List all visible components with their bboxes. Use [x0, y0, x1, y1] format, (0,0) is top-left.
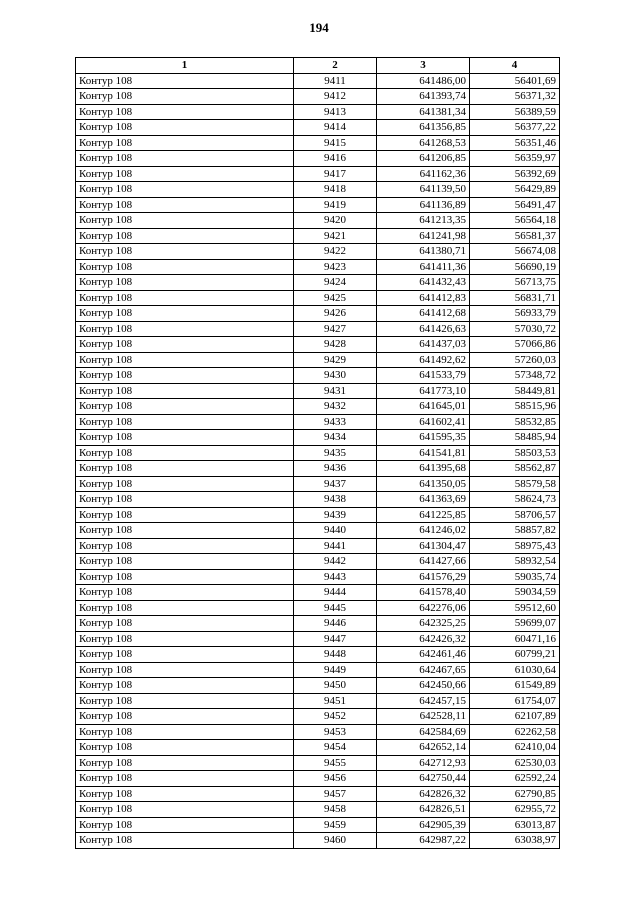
contour-name-cell: Контур 108	[76, 616, 294, 632]
x-coordinate-cell: 641350,05	[377, 476, 470, 492]
y-coordinate-cell: 57030,72	[470, 321, 560, 337]
point-number-cell: 9428	[294, 337, 377, 353]
y-coordinate-cell: 62790,85	[470, 786, 560, 802]
x-coordinate-cell: 642457,15	[377, 693, 470, 709]
table-row	[76, 414, 560, 430]
point-number-cell: 9419	[294, 197, 377, 213]
table-row	[76, 740, 560, 756]
table-row	[76, 244, 560, 260]
table-row	[76, 616, 560, 632]
contour-name-cell: Контур 108	[76, 724, 294, 740]
x-coordinate-cell: 641432,43	[377, 275, 470, 291]
y-coordinate-cell: 57260,03	[470, 352, 560, 368]
x-coordinate-cell: 641411,36	[377, 259, 470, 275]
table-row	[76, 213, 560, 229]
point-number-cell: 9418	[294, 182, 377, 198]
x-coordinate-cell: 642987,22	[377, 833, 470, 849]
table-row	[76, 120, 560, 136]
x-coordinate-cell: 641225,85	[377, 507, 470, 523]
table-row	[76, 89, 560, 105]
y-coordinate-cell: 59699,07	[470, 616, 560, 632]
table-row	[76, 430, 560, 446]
table-body	[76, 73, 560, 848]
point-number-cell: 9435	[294, 445, 377, 461]
y-coordinate-cell: 58532,85	[470, 414, 560, 430]
contour-name-cell: Контур 108	[76, 368, 294, 384]
y-coordinate-cell: 59512,60	[470, 600, 560, 616]
table-row	[76, 228, 560, 244]
point-number-cell: 9413	[294, 104, 377, 120]
x-coordinate-cell: 641645,01	[377, 399, 470, 415]
table-header-row	[76, 58, 560, 74]
point-number-cell: 9452	[294, 709, 377, 725]
table-row	[76, 724, 560, 740]
contour-name-cell: Контур 108	[76, 104, 294, 120]
point-number-cell: 9450	[294, 678, 377, 694]
point-number-cell: 9447	[294, 631, 377, 647]
contour-name-cell: Контур 108	[76, 337, 294, 353]
y-coordinate-cell: 61030,64	[470, 662, 560, 678]
contour-name-cell: Контур 108	[76, 771, 294, 787]
y-coordinate-cell: 56581,37	[470, 228, 560, 244]
point-number-cell: 9415	[294, 135, 377, 151]
y-coordinate-cell: 60799,21	[470, 647, 560, 663]
y-coordinate-cell: 57066,86	[470, 337, 560, 353]
point-number-cell: 9451	[294, 693, 377, 709]
contour-name-cell: Контур 108	[76, 414, 294, 430]
contour-name-cell: Контур 108	[76, 151, 294, 167]
column-header-2: 2	[294, 58, 377, 74]
table-row	[76, 802, 560, 818]
column-header-4: 4	[470, 58, 560, 74]
y-coordinate-cell: 63038,97	[470, 833, 560, 849]
contour-name-cell: Контур 108	[76, 321, 294, 337]
table-row	[76, 569, 560, 585]
table-row	[76, 275, 560, 291]
x-coordinate-cell: 641595,35	[377, 430, 470, 446]
x-coordinate-cell: 642652,14	[377, 740, 470, 756]
y-coordinate-cell: 59034,59	[470, 585, 560, 601]
point-number-cell: 9460	[294, 833, 377, 849]
table-row	[76, 709, 560, 725]
y-coordinate-cell: 58579,58	[470, 476, 560, 492]
point-number-cell: 9438	[294, 492, 377, 508]
x-coordinate-cell: 641356,85	[377, 120, 470, 136]
point-number-cell: 9443	[294, 569, 377, 585]
point-number-cell: 9454	[294, 740, 377, 756]
contour-name-cell: Контур 108	[76, 89, 294, 105]
point-number-cell: 9441	[294, 538, 377, 554]
page-number: 194	[309, 20, 329, 35]
x-coordinate-cell: 642905,39	[377, 817, 470, 833]
point-number-cell: 9412	[294, 89, 377, 105]
y-coordinate-cell: 62592,24	[470, 771, 560, 787]
point-number-cell: 9430	[294, 368, 377, 384]
table-row	[76, 445, 560, 461]
x-coordinate-cell: 641773,10	[377, 383, 470, 399]
point-number-cell: 9445	[294, 600, 377, 616]
contour-name-cell: Контур 108	[76, 786, 294, 802]
table-row	[76, 786, 560, 802]
table-row	[76, 554, 560, 570]
coordinates-table	[75, 57, 560, 849]
table-row	[76, 73, 560, 89]
table-row	[76, 693, 560, 709]
table-row	[76, 197, 560, 213]
x-coordinate-cell: 642826,32	[377, 786, 470, 802]
y-coordinate-cell: 58485,94	[470, 430, 560, 446]
x-coordinate-cell: 642584,69	[377, 724, 470, 740]
contour-name-cell: Контур 108	[76, 678, 294, 694]
contour-name-cell: Контур 108	[76, 461, 294, 477]
contour-name-cell: Контур 108	[76, 802, 294, 818]
contour-name-cell: Контур 108	[76, 383, 294, 399]
y-coordinate-cell: 62955,72	[470, 802, 560, 818]
x-coordinate-cell: 642712,93	[377, 755, 470, 771]
contour-name-cell: Контур 108	[76, 275, 294, 291]
contour-name-cell: Контур 108	[76, 554, 294, 570]
contour-name-cell: Контур 108	[76, 166, 294, 182]
y-coordinate-cell: 56713,75	[470, 275, 560, 291]
x-coordinate-cell: 641381,34	[377, 104, 470, 120]
y-coordinate-cell: 56371,32	[470, 89, 560, 105]
y-coordinate-cell: 56359,97	[470, 151, 560, 167]
x-coordinate-cell: 642276,06	[377, 600, 470, 616]
point-number-cell: 9416	[294, 151, 377, 167]
contour-name-cell: Контур 108	[76, 259, 294, 275]
y-coordinate-cell: 59035,74	[470, 569, 560, 585]
table-row	[76, 647, 560, 663]
x-coordinate-cell: 641602,41	[377, 414, 470, 430]
y-coordinate-cell: 62530,03	[470, 755, 560, 771]
x-coordinate-cell: 641380,71	[377, 244, 470, 260]
y-coordinate-cell: 58515,96	[470, 399, 560, 415]
y-coordinate-cell: 56392,69	[470, 166, 560, 182]
table-row	[76, 817, 560, 833]
table-row	[76, 259, 560, 275]
contour-name-cell: Контур 108	[76, 430, 294, 446]
point-number-cell: 9444	[294, 585, 377, 601]
contour-name-cell: Контур 108	[76, 569, 294, 585]
contour-name-cell: Контур 108	[76, 585, 294, 601]
point-number-cell: 9437	[294, 476, 377, 492]
point-number-cell: 9457	[294, 786, 377, 802]
x-coordinate-cell: 641486,00	[377, 73, 470, 89]
x-coordinate-cell: 641541,81	[377, 445, 470, 461]
contour-name-cell: Контур 108	[76, 213, 294, 229]
y-coordinate-cell: 56933,79	[470, 306, 560, 322]
contour-name-cell: Контур 108	[76, 507, 294, 523]
x-coordinate-cell: 641426,63	[377, 321, 470, 337]
contour-name-cell: Контур 108	[76, 73, 294, 89]
y-coordinate-cell: 58975,43	[470, 538, 560, 554]
y-coordinate-cell: 62262,58	[470, 724, 560, 740]
table-row	[76, 306, 560, 322]
y-coordinate-cell: 56389,59	[470, 104, 560, 120]
point-number-cell: 9449	[294, 662, 377, 678]
contour-name-cell: Контур 108	[76, 523, 294, 539]
contour-name-cell: Контур 108	[76, 600, 294, 616]
table-row	[76, 833, 560, 849]
table-row	[76, 135, 560, 151]
y-coordinate-cell: 58857,82	[470, 523, 560, 539]
contour-name-cell: Контур 108	[76, 197, 294, 213]
point-number-cell: 9427	[294, 321, 377, 337]
x-coordinate-cell: 641578,40	[377, 585, 470, 601]
y-coordinate-cell: 56690,19	[470, 259, 560, 275]
point-number-cell: 9456	[294, 771, 377, 787]
x-coordinate-cell: 641363,69	[377, 492, 470, 508]
table-row	[76, 538, 560, 554]
y-coordinate-cell: 56351,46	[470, 135, 560, 151]
x-coordinate-cell: 642450,66	[377, 678, 470, 694]
table-row	[76, 383, 560, 399]
point-number-cell: 9425	[294, 290, 377, 306]
y-coordinate-cell: 61549,89	[470, 678, 560, 694]
point-number-cell: 9440	[294, 523, 377, 539]
table-row	[76, 104, 560, 120]
contour-name-cell: Контур 108	[76, 135, 294, 151]
contour-name-cell: Контур 108	[76, 244, 294, 260]
table-row	[76, 678, 560, 694]
contour-name-cell: Контур 108	[76, 740, 294, 756]
table-row	[76, 368, 560, 384]
x-coordinate-cell: 641246,02	[377, 523, 470, 539]
point-number-cell: 9459	[294, 817, 377, 833]
point-number-cell: 9426	[294, 306, 377, 322]
x-coordinate-cell: 641393,74	[377, 89, 470, 105]
point-number-cell: 9448	[294, 647, 377, 663]
point-number-cell: 9455	[294, 755, 377, 771]
contour-name-cell: Контур 108	[76, 120, 294, 136]
y-coordinate-cell: 58932,54	[470, 554, 560, 570]
point-number-cell: 9414	[294, 120, 377, 136]
table-row	[76, 476, 560, 492]
point-number-cell: 9439	[294, 507, 377, 523]
contour-name-cell: Контур 108	[76, 538, 294, 554]
y-coordinate-cell: 61754,07	[470, 693, 560, 709]
x-coordinate-cell: 641427,66	[377, 554, 470, 570]
x-coordinate-cell: 641395,68	[377, 461, 470, 477]
x-coordinate-cell: 641268,53	[377, 135, 470, 151]
table-row	[76, 600, 560, 616]
contour-name-cell: Контур 108	[76, 445, 294, 461]
x-coordinate-cell: 641437,03	[377, 337, 470, 353]
contour-name-cell: Контур 108	[76, 290, 294, 306]
x-coordinate-cell: 642528,11	[377, 709, 470, 725]
x-coordinate-cell: 641162,36	[377, 166, 470, 182]
point-number-cell: 9436	[294, 461, 377, 477]
y-coordinate-cell: 56491,47	[470, 197, 560, 213]
table-row	[76, 337, 560, 353]
x-coordinate-cell: 641139,50	[377, 182, 470, 198]
y-coordinate-cell: 58503,53	[470, 445, 560, 461]
y-coordinate-cell: 62107,89	[470, 709, 560, 725]
table-row	[76, 182, 560, 198]
table-row	[76, 461, 560, 477]
table-row	[76, 585, 560, 601]
x-coordinate-cell: 641213,35	[377, 213, 470, 229]
table-row	[76, 507, 560, 523]
y-coordinate-cell: 56564,18	[470, 213, 560, 229]
table-row	[76, 166, 560, 182]
contour-name-cell: Контур 108	[76, 476, 294, 492]
point-number-cell: 9423	[294, 259, 377, 275]
point-number-cell: 9411	[294, 73, 377, 89]
x-coordinate-cell: 641206,85	[377, 151, 470, 167]
table-row	[76, 290, 560, 306]
y-coordinate-cell: 56831,71	[470, 290, 560, 306]
column-header-3: 3	[377, 58, 470, 74]
table-row	[76, 492, 560, 508]
x-coordinate-cell: 641412,83	[377, 290, 470, 306]
point-number-cell: 9424	[294, 275, 377, 291]
point-number-cell: 9446	[294, 616, 377, 632]
x-coordinate-cell: 642826,51	[377, 802, 470, 818]
table-row	[76, 771, 560, 787]
x-coordinate-cell: 641304,47	[377, 538, 470, 554]
contour-name-cell: Контур 108	[76, 662, 294, 678]
x-coordinate-cell: 641576,29	[377, 569, 470, 585]
table-row	[76, 151, 560, 167]
y-coordinate-cell: 58562,87	[470, 461, 560, 477]
contour-name-cell: Контур 108	[76, 228, 294, 244]
x-coordinate-cell: 641136,89	[377, 197, 470, 213]
contour-name-cell: Контур 108	[76, 182, 294, 198]
y-coordinate-cell: 58449,81	[470, 383, 560, 399]
column-header-1: 1	[76, 58, 294, 74]
point-number-cell: 9434	[294, 430, 377, 446]
point-number-cell: 9420	[294, 213, 377, 229]
table-row	[76, 662, 560, 678]
point-number-cell: 9431	[294, 383, 377, 399]
point-number-cell: 9432	[294, 399, 377, 415]
y-coordinate-cell: 62410,04	[470, 740, 560, 756]
y-coordinate-cell: 57348,72	[470, 368, 560, 384]
contour-name-cell: Контур 108	[76, 693, 294, 709]
contour-name-cell: Контур 108	[76, 399, 294, 415]
y-coordinate-cell: 63013,87	[470, 817, 560, 833]
table-row	[76, 321, 560, 337]
x-coordinate-cell: 642467,65	[377, 662, 470, 678]
point-number-cell: 9429	[294, 352, 377, 368]
contour-name-cell: Контур 108	[76, 833, 294, 849]
y-coordinate-cell: 56377,22	[470, 120, 560, 136]
table-row	[76, 755, 560, 771]
x-coordinate-cell: 642325,25	[377, 616, 470, 632]
x-coordinate-cell: 641533,79	[377, 368, 470, 384]
point-number-cell: 9421	[294, 228, 377, 244]
table-row	[76, 352, 560, 368]
y-coordinate-cell: 56674,08	[470, 244, 560, 260]
point-number-cell: 9417	[294, 166, 377, 182]
table-row	[76, 631, 560, 647]
table-row	[76, 523, 560, 539]
y-coordinate-cell: 56401,69	[470, 73, 560, 89]
y-coordinate-cell: 58706,57	[470, 507, 560, 523]
contour-name-cell: Контур 108	[76, 306, 294, 322]
contour-name-cell: Контур 108	[76, 492, 294, 508]
x-coordinate-cell: 641492,62	[377, 352, 470, 368]
contour-name-cell: Контур 108	[76, 631, 294, 647]
x-coordinate-cell: 642461,46	[377, 647, 470, 663]
x-coordinate-cell: 641412,68	[377, 306, 470, 322]
point-number-cell: 9422	[294, 244, 377, 260]
y-coordinate-cell: 60471,16	[470, 631, 560, 647]
x-coordinate-cell: 642750,44	[377, 771, 470, 787]
y-coordinate-cell: 56429,89	[470, 182, 560, 198]
x-coordinate-cell: 642426,32	[377, 631, 470, 647]
point-number-cell: 9453	[294, 724, 377, 740]
table-row	[76, 399, 560, 415]
contour-name-cell: Контур 108	[76, 755, 294, 771]
point-number-cell: 9458	[294, 802, 377, 818]
contour-name-cell: Контур 108	[76, 817, 294, 833]
contour-name-cell: Контур 108	[76, 647, 294, 663]
x-coordinate-cell: 641241,98	[377, 228, 470, 244]
point-number-cell: 9442	[294, 554, 377, 570]
contour-name-cell: Контур 108	[76, 709, 294, 725]
point-number-cell: 9433	[294, 414, 377, 430]
contour-name-cell: Контур 108	[76, 352, 294, 368]
y-coordinate-cell: 58624,73	[470, 492, 560, 508]
